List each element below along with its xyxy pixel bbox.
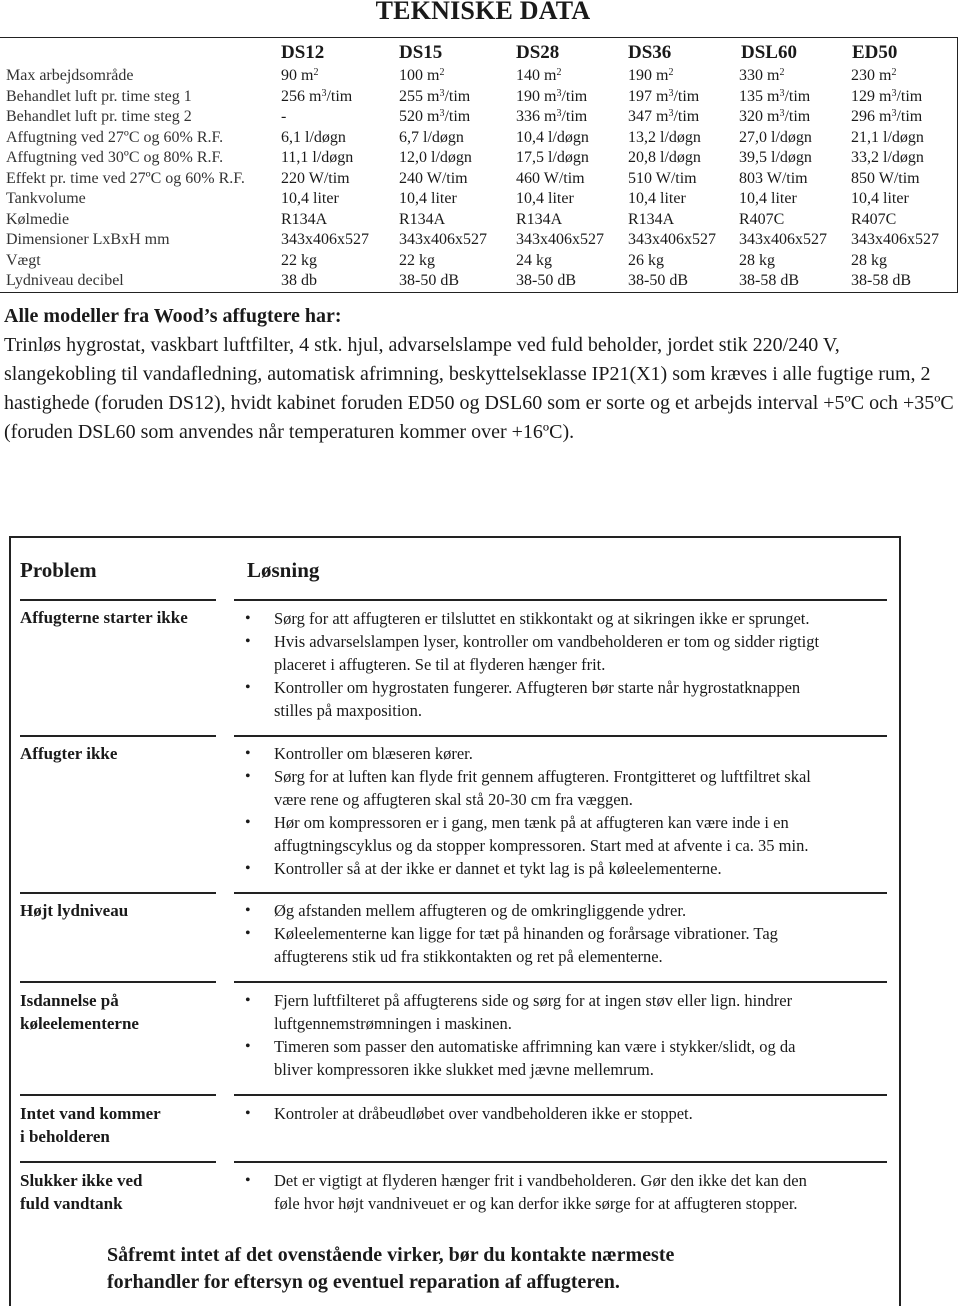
spec-label: Affugtning ved 30ºC og 80% R.F. [6, 149, 224, 166]
solution-line: Hør om kompressoren er i gang, men tænk på at affugteren kan være inde i en [274, 813, 789, 832]
spec-value-exponent: 3 [779, 108, 785, 119]
solution-item [245, 607, 885, 630]
spec-value-text: R134A [516, 210, 563, 228]
closing-line: Såfremt intet af det ovenstående virker, bør du kontakte nærmeste [107, 1244, 675, 1266]
spec-value-text: R134A [281, 210, 328, 228]
spec-value-text: R134A [399, 210, 446, 228]
spec-value-text: 343x406x527 [399, 231, 487, 248]
spec-value [739, 88, 810, 106]
solution-line: Hvis advarselslampen lyser, kontroller om vandbeholderen er tom og sidder rigtigt [274, 632, 820, 651]
spec-value-text: 343x406x527 [851, 231, 939, 248]
spec-value [281, 272, 317, 290]
spec-value [281, 67, 318, 85]
spec-value-exponent: 2 [779, 67, 785, 78]
solution-item [245, 1169, 885, 1215]
spec-label: Behandlet luft pr. time steg 1 [6, 87, 192, 105]
spec-label: Affugtning ved 27ºC og 60% R.F. [6, 128, 224, 146]
solution-item [245, 742, 885, 765]
spec-value [516, 272, 576, 290]
spec-value-exponent: 2 [439, 67, 445, 78]
spec-value [281, 108, 286, 126]
spec-value [628, 108, 699, 126]
spec-value-text: 803 W/tim [739, 169, 808, 187]
features-heading: Alle modeller fra Wood’s affugtere har: [4, 305, 342, 327]
row-divider [234, 892, 887, 894]
spec-value [399, 272, 459, 290]
closing-note [107, 1242, 674, 1296]
spec-value-text: 22 kg [281, 251, 317, 269]
row-divider [20, 981, 216, 983]
bullet-icon: • [245, 633, 251, 650]
spec-value-exponent: 3 [321, 87, 327, 99]
solution-line: affugterens stik ud fra stikkontakten og ret på elementerne. [274, 947, 663, 966]
spec-value-exponent: 3 [891, 108, 897, 119]
spec-value [399, 170, 468, 188]
solution-item [245, 1102, 885, 1125]
spec-value [516, 129, 589, 147]
bullet-icon: • [245, 992, 251, 1009]
spec-value [516, 252, 552, 270]
problem-line: Højt lydniveau [20, 901, 129, 920]
spec-value-text: 190 m [516, 87, 557, 105]
spec-label: Tankvolume [6, 190, 86, 207]
spec-value-unit: /tim [673, 87, 700, 105]
solution-item [245, 676, 885, 722]
model-header-ed50: ED50 [852, 42, 898, 63]
spec-value [281, 149, 353, 167]
bullet-icon: • [245, 814, 251, 831]
spec-value-text: 10,4 l/døgn [516, 128, 589, 146]
problem-line: Affugter ikke [20, 744, 118, 763]
spec-value [739, 129, 812, 147]
spec-value-text: 38-58 dB [851, 272, 911, 289]
solution-item [245, 811, 885, 857]
spec-value-text: 197 m [628, 87, 669, 105]
spec-value-text: 330 m [739, 67, 780, 84]
spec-value-text: 20,8 l/døgn [628, 149, 701, 166]
solution-line: placeret i affugteren. Se til at flyderen hænger frit. [274, 655, 606, 674]
spec-value-exponent: 2 [668, 67, 674, 78]
spec-value-exponent: 3 [556, 87, 562, 99]
spec-value [399, 108, 470, 126]
spec-label: Vægt [6, 251, 41, 269]
solution-line: bliver kompressoren ikke slukket med jævne mellemrum. [274, 1060, 654, 1079]
spec-value [628, 190, 686, 208]
row-divider [234, 1161, 887, 1163]
spec-value-exponent: 3 [439, 108, 445, 119]
spec-value-text: 343x406x527 [281, 231, 369, 248]
spec-value-text: 320 m [739, 108, 780, 125]
model-header-ds12: DS12 [281, 42, 325, 63]
spec-value [851, 149, 924, 167]
spec-value-text: 21,1 l/døgn [851, 128, 924, 146]
spec-value-unit: /tim [784, 108, 811, 125]
solution-line: Timeren som passer den automatiske affrimning kan være i stykker/slidt, og da [274, 1037, 796, 1056]
row-divider [234, 981, 887, 983]
bullet-icon: • [245, 1172, 251, 1189]
spec-value-text: 33,2 l/døgn [851, 149, 924, 166]
spec-value [739, 149, 812, 167]
solution-column-header: Løsning [247, 558, 320, 582]
spec-value [281, 170, 350, 188]
spec-value-text: - [281, 108, 287, 125]
problem-label [20, 1102, 230, 1148]
spec-value [851, 252, 887, 270]
spec-value-text: R134A [628, 210, 675, 228]
solution-line: Sørg for at luften kan flyde frit gennem affugteren. Frontgitteret og luftfiltret skal [274, 767, 811, 786]
solution-item [245, 899, 885, 922]
solution-item [245, 1035, 885, 1081]
spec-value [628, 252, 664, 270]
spec-value [851, 67, 896, 85]
spec-value [281, 88, 352, 106]
spec-value-text: 28 kg [739, 251, 775, 269]
solution-line: Sørg for att affugteren er tilsluttet en stikkontakt og at sikringen ikke er sprunget. [274, 609, 810, 628]
spec-value-text: 10,4 liter [628, 190, 686, 207]
spec-value-unit: /tim [444, 87, 471, 105]
model-header-ds15: DS15 [399, 42, 443, 63]
spec-value [739, 108, 810, 126]
problem-line: køleelementerne [20, 1014, 139, 1033]
spec-value-text: 22 kg [399, 251, 435, 269]
spec-value-text: 10,4 liter [739, 190, 797, 207]
solution-list [245, 899, 885, 968]
spec-value [281, 231, 369, 249]
spec-value [851, 272, 911, 290]
bullet-icon: • [245, 679, 251, 696]
spec-value [516, 67, 561, 85]
spec-label: Behandlet luft pr. time steg 2 [6, 108, 192, 125]
spec-value [628, 129, 701, 147]
solution-list [245, 989, 885, 1081]
row-divider [20, 1161, 216, 1163]
spec-value [851, 108, 922, 126]
problem-label [20, 1169, 230, 1215]
spec-value-exponent: 3 [668, 108, 674, 119]
spec-value [516, 190, 574, 208]
spec-label: Max arbejdsområde [6, 67, 134, 84]
spec-value [851, 190, 909, 208]
spec-value [399, 67, 444, 85]
spec-value-text: 230 m [851, 67, 892, 84]
problem-line: Intet vand kommer [20, 1104, 161, 1123]
spec-value [628, 88, 699, 106]
spec-value [281, 190, 339, 208]
solution-item [245, 922, 885, 968]
solution-line: stilles på maxposition. [274, 701, 423, 720]
spec-value-text: 520 m [399, 108, 440, 125]
spec-value-text: 24 kg [516, 251, 552, 269]
problem-line: Affugterne starter ikke [20, 608, 188, 627]
spec-value [281, 252, 317, 270]
spec-value-text: 135 m [739, 87, 780, 105]
row-divider [20, 735, 216, 737]
spec-value-text: 296 m [851, 108, 892, 125]
solution-item [245, 630, 885, 676]
row-divider [234, 1094, 887, 1096]
spec-value [399, 211, 445, 229]
model-header-ds28: DS28 [516, 42, 560, 63]
solution-line: føle hvor højt vandniveuet er og kan derfor ikke sørge for at affugteren stopper. [274, 1194, 798, 1213]
spec-value-text: 26 kg [628, 251, 664, 269]
spec-value-exponent: 2 [313, 67, 319, 78]
spec-value-text: 27,0 l/døgn [739, 128, 812, 146]
bullet-icon: • [245, 610, 251, 627]
bullet-icon: • [245, 902, 251, 919]
spec-value-text: 6,1 l/døgn [281, 128, 346, 146]
spec-value-exponent: 3 [439, 87, 445, 99]
spec-value-unit: /tim [444, 108, 471, 125]
spec-value-text: 39,5 l/døgn [739, 149, 812, 166]
spec-value [851, 170, 920, 188]
spec-label: Kølmedie [6, 210, 70, 228]
problem-label [20, 742, 230, 765]
bullet-icon: • [245, 860, 251, 877]
spec-value-exponent: 3 [891, 87, 897, 99]
spec-value [851, 88, 922, 106]
spec-value [739, 252, 775, 270]
model-header-ds36: DS36 [628, 42, 672, 63]
spec-value [281, 129, 346, 147]
spec-value [516, 108, 587, 126]
spec-value-exponent: 2 [556, 67, 562, 78]
solution-item [245, 765, 885, 811]
spec-value [739, 272, 799, 290]
spec-value-text: 240 W/tim [399, 169, 468, 187]
bullet-icon: • [245, 1038, 251, 1055]
solution-line: Køleelementerne kan ligge for tæt på hinanden og forårsage vibrationer. Tag [274, 924, 778, 943]
spec-value-text: 255 m [399, 87, 440, 105]
spec-value [628, 170, 697, 188]
spec-label: Effekt pr. time ved 27ºC og 60% R.F. [6, 169, 245, 187]
spec-value-text: 38-50 dB [399, 272, 459, 289]
spec-value-exponent: 3 [556, 108, 562, 119]
spec-value-text: 13,2 l/døgn [628, 128, 701, 146]
spec-value-unit: /tim [784, 87, 811, 105]
spec-value-text: 129 m [851, 87, 892, 105]
spec-value [739, 67, 784, 85]
spec-value-text: 6,7 l/døgn [399, 128, 464, 146]
spec-value [399, 231, 487, 249]
solution-item [245, 989, 885, 1035]
spec-value [516, 149, 589, 167]
problem-label [20, 899, 230, 922]
spec-value-text: 10,4 liter [516, 190, 574, 207]
spec-value [628, 149, 701, 167]
spec-value-text: 220 W/tim [281, 169, 350, 187]
spec-value-text: R407C [739, 210, 785, 228]
spec-value-text: 460 W/tim [516, 169, 585, 187]
solution-list [245, 607, 885, 722]
spec-value-text: 38-50 dB [516, 272, 576, 289]
spec-value-text: 10,4 liter [399, 190, 457, 207]
spec-value [851, 231, 939, 249]
spec-value [516, 231, 604, 249]
spec-value-text: 336 m [516, 108, 557, 125]
solution-list [245, 1102, 885, 1125]
spec-value [739, 170, 808, 188]
spec-label: Lydniveau decibel [6, 272, 124, 289]
spec-value-text: 38-50 dB [628, 272, 688, 289]
spec-value-text: 347 m [628, 108, 669, 125]
spec-value [628, 67, 673, 85]
spec-value [399, 149, 472, 167]
spec-value [628, 272, 688, 290]
spec-value-text: 850 W/tim [851, 169, 920, 187]
solution-line: Kontroller om blæseren kører. [274, 744, 473, 763]
spec-value [851, 211, 896, 229]
spec-value-text: 510 W/tim [628, 169, 697, 187]
spec-value [739, 231, 827, 249]
row-divider [20, 892, 216, 894]
spec-value-text: 343x406x527 [628, 231, 716, 248]
bullet-icon: • [245, 768, 251, 785]
spec-value-unit: /tim [561, 108, 588, 125]
spec-value-unit: /tim [896, 87, 923, 105]
features-text: Trinløs hygrostat, vaskbart luftfilter, 4 stk. hjul, advarselslampe ved fuld beholder, jordet stik 220/240 V, slangekobling til vandafledning, automatisk afrimning, beskyttelseklasse IP21(X1) som kræves i alle fugtige rum, 2 hastighede (foruden DS12), hvidt kabinet foruden ED50 og DSL60 som er sorte og et arbejds interval +5ºC och +35ºC (foruden DSL60 som anvendes når temperaturen kommer over +16ºC). [4, 334, 954, 443]
spec-value [281, 211, 327, 229]
spec-value-exponent: 3 [779, 87, 785, 99]
solution-item [245, 857, 885, 880]
solution-line: luftgennemstrømningen i maskinen. [274, 1014, 512, 1033]
bullet-icon: • [245, 745, 251, 762]
solution-line: Øg afstanden mellem affugteren og de omkringliggende ydrer. [274, 901, 687, 920]
spec-value [516, 88, 587, 106]
bullet-icon: • [245, 1105, 251, 1122]
spec-value-unit: /tim [896, 108, 923, 125]
problem-line: Slukker ikke ved [20, 1171, 143, 1190]
solution-line: være rene og affugteren skal stå 20-30 cm fra væggen. [274, 790, 633, 809]
spec-value-text: 343x406x527 [516, 231, 604, 248]
spec-value-exponent: 3 [668, 87, 674, 99]
spec-value-unit: /tim [326, 87, 353, 105]
solution-line: Fjern luftfilteret på affugterens side og sørg for at ingen støv eller lign. hindrer [274, 991, 793, 1010]
row-divider [20, 1094, 216, 1096]
spec-value [851, 129, 924, 147]
bullet-icon: • [245, 925, 251, 942]
solution-line: Kontroler at dråbeudløbet over vandbeholderen ikke er stoppet. [274, 1104, 693, 1123]
spec-value [399, 88, 470, 106]
spec-value [399, 190, 457, 208]
spec-value [399, 252, 435, 270]
spec-value-exponent: 2 [891, 67, 897, 78]
solution-list [245, 1169, 885, 1215]
spec-value-text: 12,0 l/døgn [399, 149, 472, 166]
spec-value-unit: /tim [673, 108, 700, 125]
spec-value-text: 10,4 liter [281, 190, 339, 207]
spec-value-text: 10,4 liter [851, 190, 909, 207]
problem-line: i beholderen [20, 1127, 110, 1146]
spec-value [739, 190, 797, 208]
spec-value-text: 38-58 dB [739, 272, 799, 289]
spec-value-text: 38 db [281, 272, 317, 289]
solution-list [245, 742, 885, 880]
spec-value [739, 211, 784, 229]
spec-value [628, 231, 716, 249]
spec-value-text: 256 m [281, 87, 322, 105]
problem-column-header: Problem [20, 558, 97, 582]
row-divider [234, 599, 887, 601]
problem-line: Isdannelse på [20, 991, 119, 1010]
spec-value [628, 211, 674, 229]
spec-value-unit: /tim [561, 87, 588, 105]
closing-line: forhandler for eftersyn og eventuel reparation af affugteren. [107, 1271, 620, 1293]
spec-value-text: 140 m [516, 67, 557, 84]
spec-value-text: 11,1 l/døgn [281, 149, 354, 166]
solution-line: Det er vigtigt at flyderen hænger frit i vandbeholderen. Gør den ikke det kan den [274, 1171, 807, 1190]
spec-value-text: R407C [851, 210, 897, 228]
solution-line: Kontroller om hygrostaten fungerer. Affugteren bør starte når hygrostatknappen [274, 678, 801, 697]
row-divider [20, 599, 216, 601]
spec-value-text: 90 m [281, 67, 314, 84]
problem-label [20, 606, 230, 629]
page-title: TEKNISKE DATA [375, 0, 591, 25]
spec-value [399, 129, 464, 147]
spec-label: Dimensioner LxBxH mm [6, 231, 170, 248]
spec-value [516, 211, 562, 229]
model-header-dsl60: DSL60 [741, 42, 797, 63]
spec-value-text: 343x406x527 [739, 231, 827, 248]
spec-value-text: 28 kg [851, 251, 887, 269]
solution-line: Kontroller så at der ikke er dannet et tykt lag is på køleelementerne. [274, 859, 722, 878]
problem-line: fuld vandtank [20, 1194, 123, 1213]
spec-value [516, 170, 585, 188]
spec-value-text: 100 m [399, 67, 440, 84]
spec-value-text: 17,5 l/døgn [516, 149, 589, 166]
spec-value-text: 190 m [628, 67, 669, 84]
problem-label [20, 989, 230, 1035]
row-divider [234, 735, 887, 737]
solution-line: affugtningscyklus og da stopper kompressoren. Start med at afvente i ca. 35 min. [274, 836, 809, 855]
